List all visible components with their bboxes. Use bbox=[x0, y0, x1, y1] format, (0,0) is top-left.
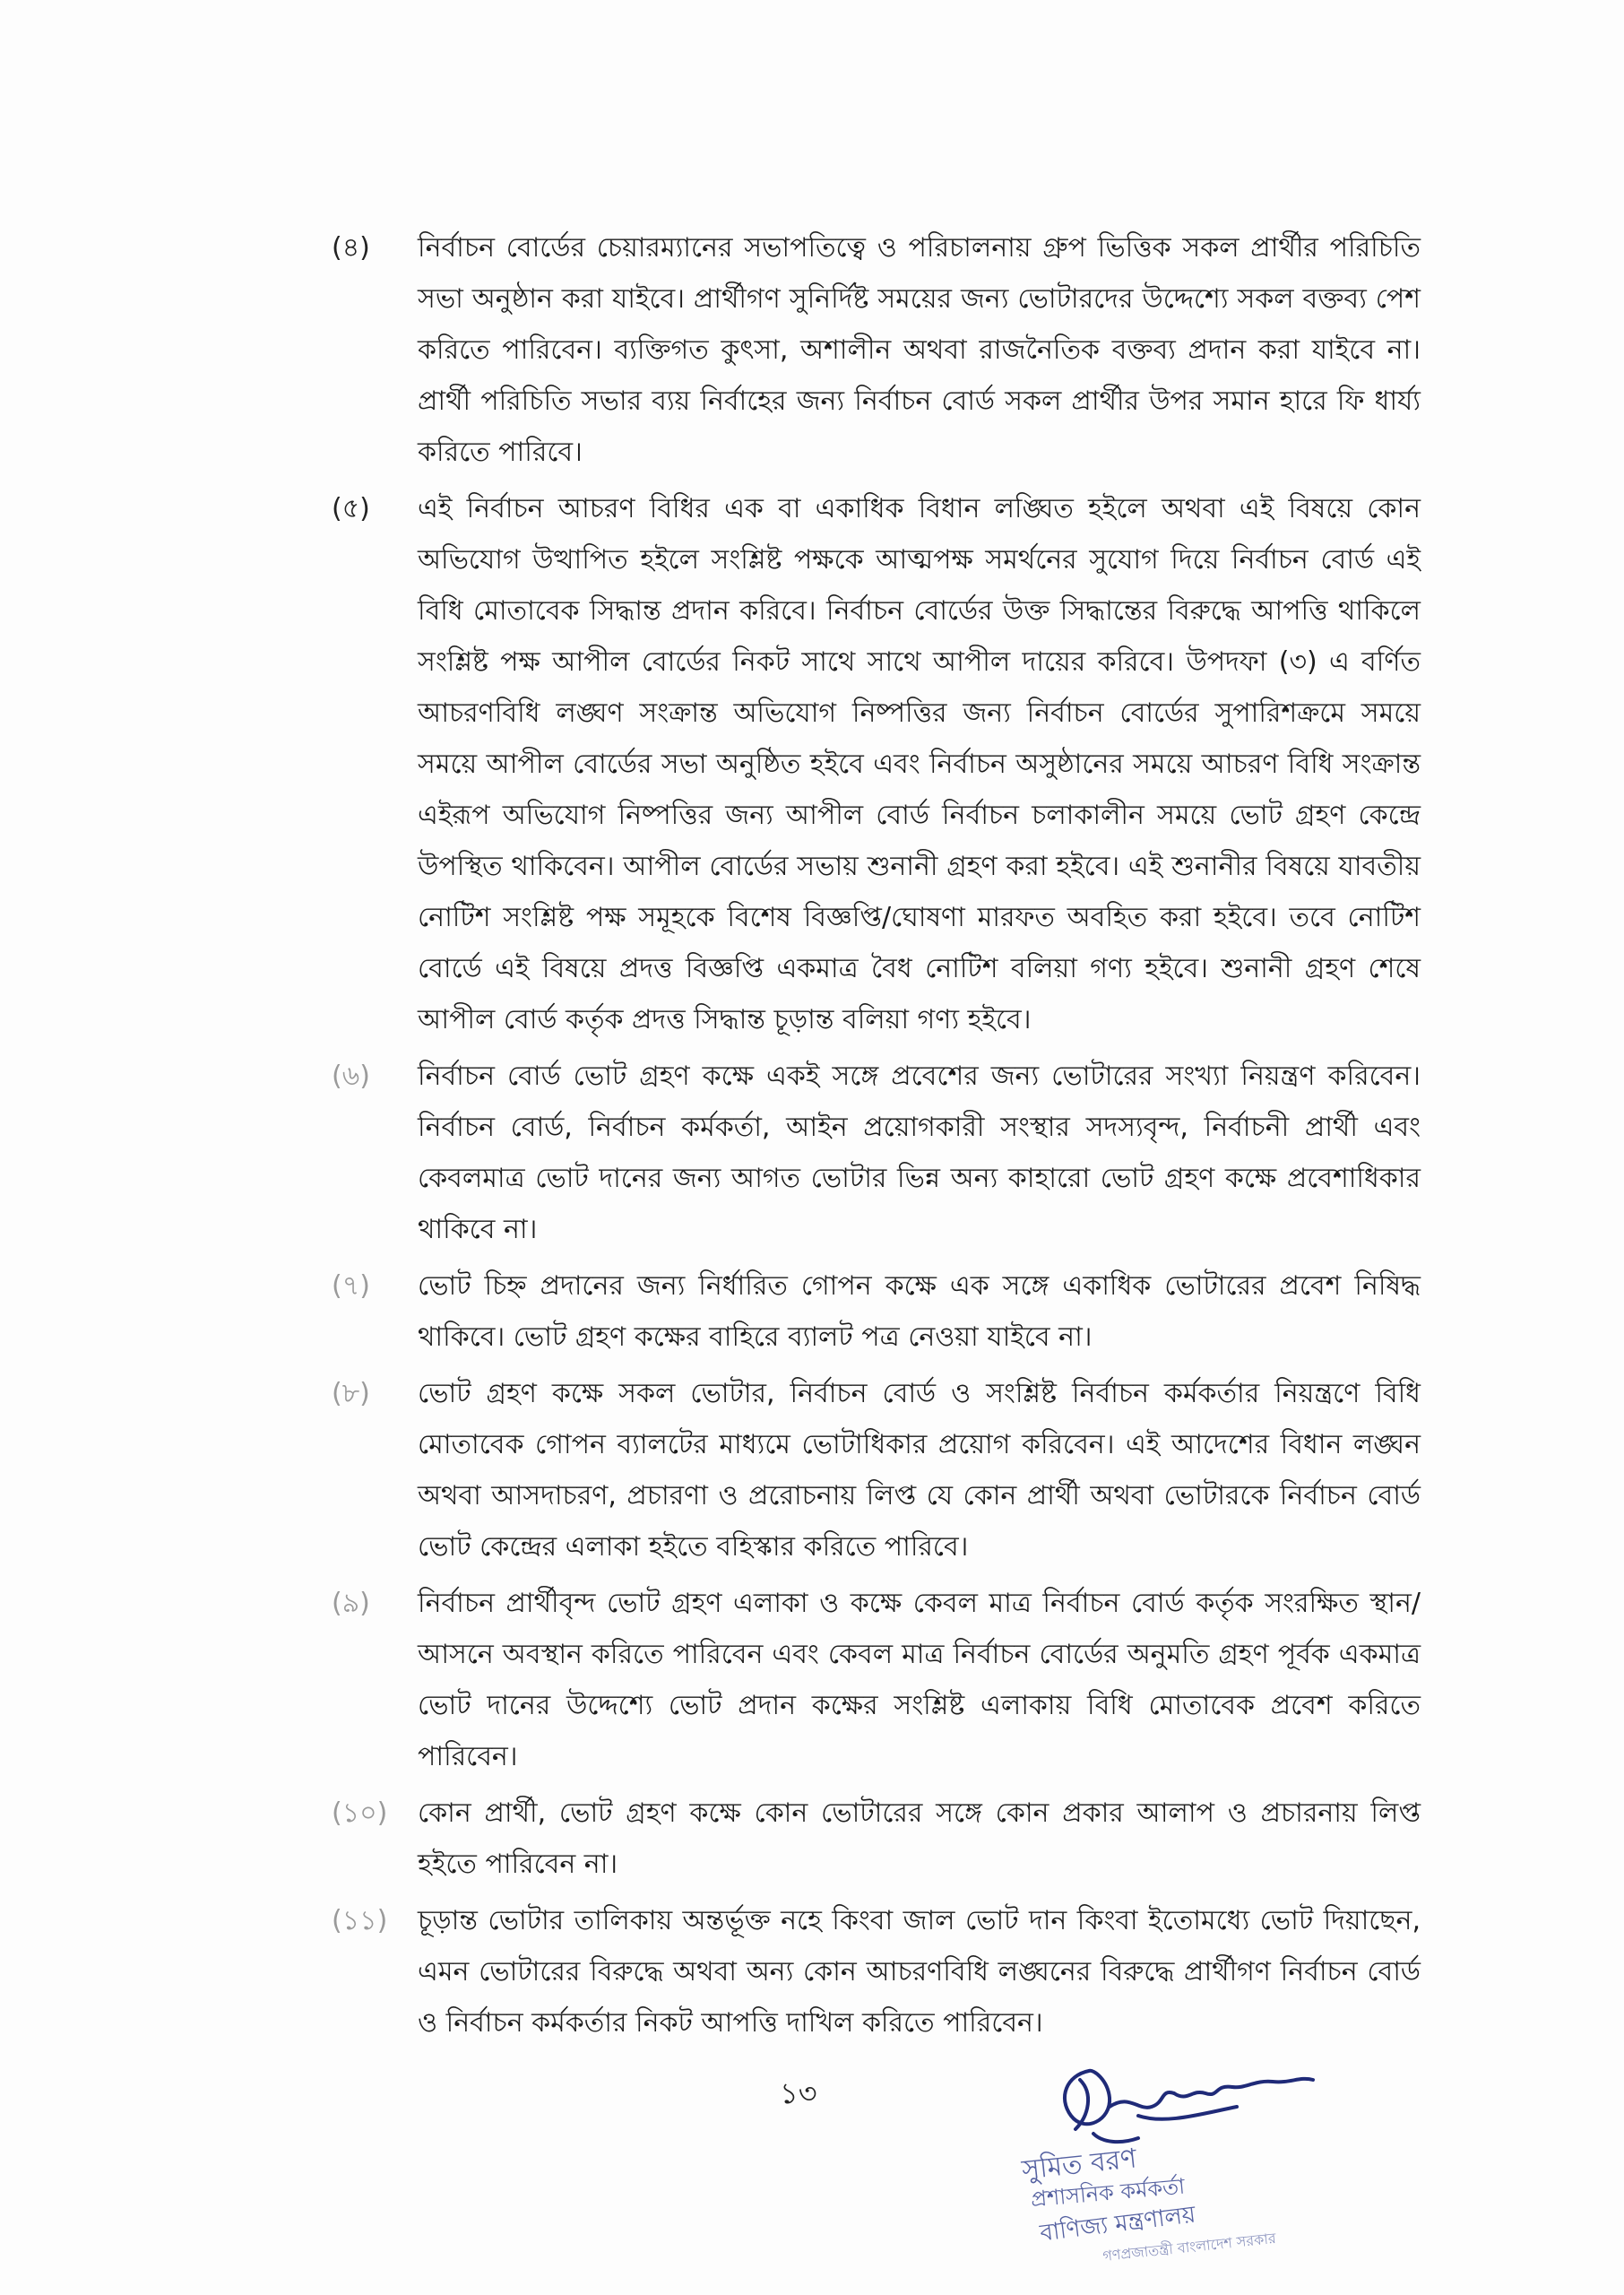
stamp-line-4: গণপ্রজাতন্ত্রী বাংলাদেশ সরকার bbox=[1101, 2229, 1277, 2265]
clause-number: (৬) bbox=[332, 1061, 370, 1092]
clause-text: নির্বাচন বোর্ডের চেয়ারম্যানের সভাপতিত্বে ও পরিচালনায় গ্রুপ ভিত্তিক সকল প্রার্থীর পরিচিতি সভা অনুষ্ঠান করা যাইবে। প্রার্থীগণ সুনির্দিষ্ট সময়ের জন্য ভোটারদের উদ্দেশ্যে সকল বক্তব্য পেশ করিতে পারিবেন। ব্যক্তিগত কুৎসা, অশালীন অথবা রাজনৈতিক বক্তব্য প্রদান করা যাইবে না। প্রার্থী পরিচিতি সভার ব্যয় নির্বাহের জন্য নির্বাচন বোর্ড সকল প্রার্থীর উপর সমান হারে ফি ধার্য্য করিতে পারিবে। bbox=[418, 232, 1421, 468]
clause-number: (৯) bbox=[332, 1588, 370, 1619]
clause-item bbox=[332, 1260, 1421, 1363]
clause-item bbox=[332, 222, 1421, 478]
clause-number: (৮) bbox=[332, 1378, 370, 1409]
clause-item bbox=[332, 1578, 1421, 1782]
stamp-line-3: বাণিজ্য মন্ত্রণালয় bbox=[1038, 2201, 1197, 2247]
clause-item bbox=[332, 1788, 1421, 1890]
clause-item bbox=[332, 483, 1421, 1045]
clause-text: চূড়ান্ত ভোটার তালিকায় অন্তর্ভূক্ত নহে কিংবা জাল ভোট দান কিংবা ইতোমধ্যে ভোট দিয়াছেন, এমন ভোটারের বিরুদ্ধে অথবা অন্য কোন আচরণবিধি লঙ্ঘনের বিরুদ্ধে প্রার্থীগণ নির্বাচন বোর্ড ও নির্বাচন কর্মকর্তার নিকট আপত্তি দাখিল করিতে পারিবেন। bbox=[418, 1905, 1421, 2039]
clause-text: নির্বাচন প্রার্থীবৃন্দ ভোট গ্রহণ এলাকা ও কক্ষে কেবল মাত্র নির্বাচন বোর্ড কর্তৃক সংরক্ষিত স্থান/আসনে অবস্থান করিতে পারিবেন এবং কেবল মাত্র নির্বাচন বোর্ডের অনুমতি গ্রহণ পূর্বক একমাত্র ভোট দানের উদ্দেশ্যে ভোট প্রদান কক্ষের সংশ্লিষ্ট এলাকায় বিধি মোতাবেক প্রবেশ করিতে পারিবেন। bbox=[418, 1588, 1421, 1772]
clause-text: নির্বাচন বোর্ড ভোট গ্রহণ কক্ষে একই সঙ্গে প্রবেশের জন্য ভোটারের সংখ্যা নিয়ন্ত্রণ করিবেন। নির্বাচন বোর্ড, নির্বাচন কর্মকর্তা, আইন প্রয়োগকারী সংস্থার সদস্যবৃন্দ, নির্বাচনী প্রার্থী এবং কেবলমাত্র ভোট দানের জন্য আগত ভোটার ভিন্ন অন্য কাহারো ভোট গ্রহণ কক্ষে প্রবেশাধিকার থাকিবে না। bbox=[418, 1061, 1421, 1245]
clause-item bbox=[332, 1051, 1421, 1255]
clause-number: (১১) bbox=[332, 1905, 388, 1936]
stamp-line-1: সুমিত বরণ bbox=[1020, 2143, 1138, 2187]
clause-text: এই নির্বাচন আচরণ বিধির এক বা একাধিক বিধান লঙ্ঘিত হইলে অথবা এই বিষয়ে কোন অভিযোগ উত্থাপিত হইলে সংশ্লিষ্ট পক্ষকে আত্মপক্ষ সমর্থনের সুযোগ দিয়ে নির্বাচন বোর্ড এই বিধি মোতাবেক সিদ্ধান্ত প্রদান করিবে। নির্বাচন বোর্ডের উক্ত সিদ্ধান্তের বিরুদ্ধে আপত্তি থাকিলে সংশ্লিষ্ট পক্ষ আপীল বোর্ডের নিকট সাথে সাথে আপীল দায়ের করিবে। উপদফা (৩) এ বর্ণিত আচরণবিধি লঙ্ঘণ সংক্রান্ত অভিযোগ নিষ্পত্তির জন্য নির্বাচন বোর্ডের সুপারিশক্রমে সময়ে সময়ে আপীল বোর্ডের সভা অনুষ্ঠিত হইবে এবং নির্বাচন অসুষ্ঠানের সময়ে আচরণ বিধি সংক্রান্ত এইরূপ অভিযোগ নিষ্পত্তির জন্য আপীল বোর্ড নির্বাচন চলাকালীন সময়ে ভোট গ্রহণ কেন্দ্রে উপস্থিত থাকিবেন। আপীল বোর্ডের সভায় শুনানী গ্রহণ করা হইবে। এই শুনানীর বিষয়ে যাবতীয় নোটিশ সংশ্লিষ্ট পক্ষ সমূহকে বিশেষ বিজ্ঞপ্তি/ঘোষণা মারফত অবহিত করা হইবে। তবে নোটিশ বোর্ডে এই বিষয়ে প্রদত্ত বিজ্ঞপ্তি একমাত্র বৈধ নোটিশ বলিয়া গণ্য হইবে। শুনানী গ্রহণ শেষে আপীল বোর্ড কর্তৃক প্রদত্ত সিদ্ধান্ত চূড়ান্ত বলিয়া গণ্য হইবে। bbox=[418, 493, 1421, 1035]
clause-text: ভোট চিহ্ন প্রদানের জন্য নির্ধারিত গোপন কক্ষে এক সঙ্গে একাধিক ভোটারের প্রবেশ নিষিদ্ধ থাকিবে। ভোট গ্রহণ কক্ষের বাহিরে ব্যালট পত্র নেওয়া যাইবে না। bbox=[418, 1270, 1421, 1353]
clause-text: কোন প্রার্থী, ভোট গ্রহণ কক্ষে কোন ভোটারের সঙ্গে কোন প্রকার আলাপ ও প্রচারনায় লিপ্ত হইতে পারিবেন না। bbox=[418, 1797, 1421, 1880]
clause-number: (৪) bbox=[332, 232, 370, 264]
signature-stamp bbox=[1004, 2044, 1398, 2277]
clause-list bbox=[332, 222, 1421, 2054]
clause-item bbox=[332, 1368, 1421, 1572]
page-number: ১৩ bbox=[780, 2076, 817, 2110]
stamp-line-2: প্রশাসনিক কর্মকর্তা bbox=[1029, 2173, 1187, 2213]
clause-number: (৫) bbox=[332, 493, 370, 524]
clause-text: ভোট গ্রহণ কক্ষে সকল ভোটার, নির্বাচন বোর্ড ও সংশ্লিষ্ট নির্বাচন কর্মকর্তার নিয়ন্ত্রণে বিধি মোতাবেক গোপন ব্যালটের মাধ্যমে ভোটাধিকার প্রয়োগ করিবেন। এই আদেশের বিধান লঙ্ঘন অথবা আসদাচরণ, প্রচারণা ও প্ররোচনায় লিপ্ত যে কোন প্রার্থী অথবা ভোটারকে নির্বাচন বোর্ড ভোট কেন্দ্রের এলাকা হইতে বহিস্কার করিতে পারিবে। bbox=[418, 1378, 1421, 1563]
clause-number: (১০) bbox=[332, 1797, 388, 1829]
clause-number: (৭) bbox=[332, 1270, 370, 1302]
clause-item bbox=[332, 1895, 1421, 2048]
